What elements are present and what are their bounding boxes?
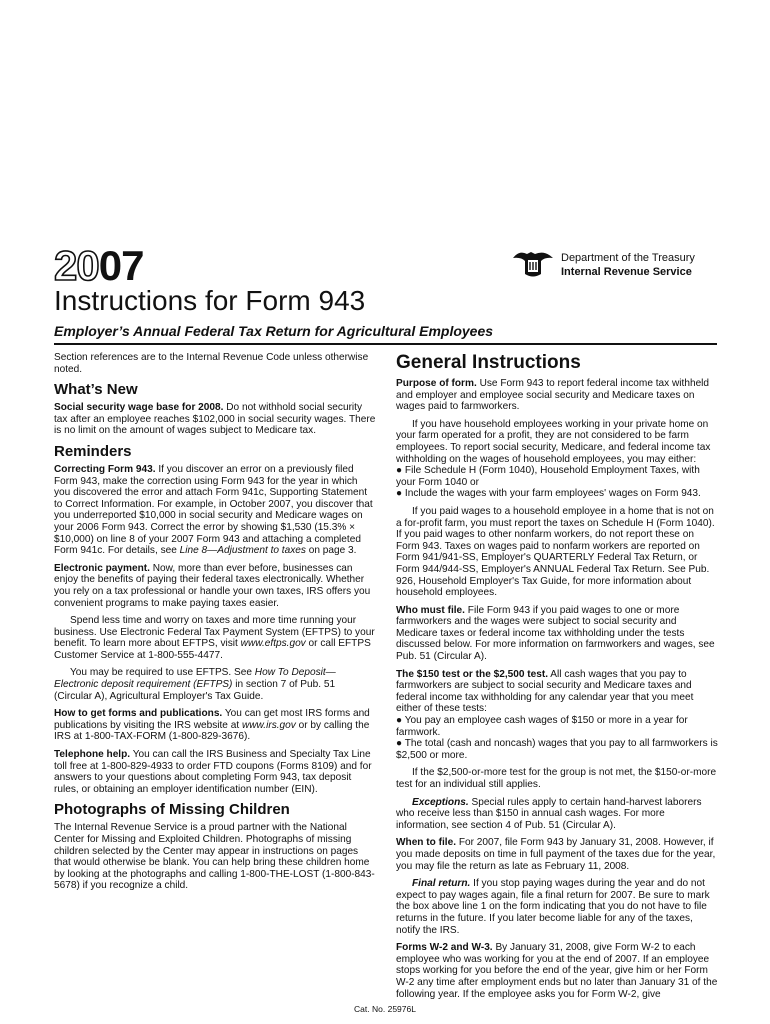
test-bullet-2-text: The total (cash and noncash) wages that you pay to all farmworkers is $2,500 or more.: [396, 738, 718, 761]
eftps-link[interactable]: www.eftps.gov: [240, 638, 306, 650]
required-paragraph: [54, 667, 376, 702]
intro-note: Section references are to the Internal Revenue Code unless otherwise noted.: [54, 352, 369, 375]
catalog-number: Cat. No. 25976L: [354, 1004, 416, 1014]
test-bullet-2: [396, 738, 718, 761]
ssw-text: Do not withhold social security tax after an employee reaches $102,000 in social security wages. There is no limit on the amount of wages subject to Medicare tax.: [54, 402, 376, 437]
bullet-icon: ●: [396, 465, 403, 477]
left-column: [54, 352, 376, 898]
forms-lead: How to get forms and publications.: [54, 708, 223, 720]
household-bullet-2-text: Include the wages with your farm employees' wages on Form 943.: [404, 488, 701, 500]
household-bullet-1: [396, 465, 718, 488]
bullet-icon: ●: [396, 715, 403, 727]
ssw-lead: Social security wage base for 2008.: [54, 402, 224, 414]
whats-new-heading: What’s New: [54, 381, 138, 399]
correcting-lead: Correcting Form 943.: [54, 463, 156, 475]
right-column: [396, 352, 718, 1006]
household-paragraph: If you have household employees working in your private home on your farm operated for a profit, they are not considered to be farm employees. To report social security, Medicare, and federal income tax withholding on the wages of household employees, you may either:: [396, 418, 711, 465]
forms-end: or by calling the IRS at 1-800-TAX-FORM (1-800-829-3676).: [54, 719, 370, 743]
spend-end: or call EFTPS Customer Service at 1-800-555-4477.: [54, 638, 371, 661]
electronic-lead: Electronic payment.: [54, 562, 150, 574]
nonprofit-paragraph: If you paid wages to a household employee in a home that is not on a for-profit farm, you must report the taxes on Schedule H (Form 1040). If you paid wages to other nonfarm workers, do not report these on Form 943. Taxes on wages paid to nonfarm workers are reported on Form 941/941-SS, Employer's QUARTERLY Federal Tax Return, or Form 944/944-SS, Employer's ANNUAL Federal Tax Return. See Pub. 926, Household Employer's Tax Guide, for more information about household employees.: [396, 505, 715, 599]
test-note: If the $2,500-or-more test for the group is not met, the $150-or-more test for an individual still applies.: [396, 767, 717, 790]
purpose-text: Use Form 943 to report federal income tax withheld and employer and employee social security and Medicare taxes on wages paid to farmworkers.: [396, 378, 710, 413]
ssw-paragraph: [54, 402, 376, 437]
spend-paragraph: [54, 615, 376, 661]
tax-year: [54, 242, 144, 289]
when-paragraph: [396, 837, 718, 872]
final-paragraph: [396, 878, 718, 936]
test-bullet-1: [396, 715, 718, 738]
test-text: All cash wages that you pay to farmworkers are subject to social security and Medicare taxes and federal income tax withholding for any calendar year that you meet either of these tests:: [396, 668, 694, 715]
electronic-paragraph: [54, 563, 376, 609]
year-outline-digits: 20: [54, 242, 99, 289]
reminders-heading: Reminders: [54, 442, 132, 460]
purpose-paragraph: [396, 378, 718, 413]
required-text: You may be required to use EFTPS. See: [70, 667, 252, 679]
year-solid-digits: 07: [98, 242, 144, 289]
phone-paragraph: [54, 749, 376, 795]
when-text: For 2007, file Form 943 by January 31, 2008. However, if you made deposits on time in full payment of the taxes due for the year, you may file the return as late as February 11, 2008.: [396, 837, 716, 872]
agency-name: Internal Revenue Service: [561, 266, 692, 278]
page-subtitle: Employer’s Annual Federal Tax Return for Agricultural Employees: [54, 323, 494, 339]
irs-eagle-logo-icon: [511, 248, 555, 280]
missing-children-paragraph: The Internal Revenue Service is a proud partner with the National Center for Missing and Exploited Children. Photographs of missing children selected by the Center may appear in instructions on pages that would otherwise be blank. You can help bring these children home by looking at the photographs and calling 1-800-THE-LOST (1-800-843-5678) if you recognize a child.: [54, 822, 375, 892]
household-bullet-2: [396, 488, 718, 500]
page-title: Instructions for Form 943: [54, 285, 366, 316]
purpose-lead: Purpose of form.: [396, 378, 477, 389]
missing-children-heading: Photographs of Missing Children: [54, 801, 290, 819]
correcting-text: If you discover an error on a previously filed Form 943, make the correction using Form 943 for the year in which you discovered the error and attach Form 941c, Supporting Statement to Correct Information. For example, in October 2007, you discover that you underreported $10,000 in social security and Medicare wages on your 2006 Form 943. Correct the error by showing $1,530 (15.3% × $10,000) on line 8 of your 2007 Form 943 and attaching a completed Form 941c. For details, see: [54, 463, 373, 557]
final-lead: Final return.: [412, 878, 471, 890]
electronic-text: Now, more than ever before, businesses can enjoy the benefits of paying their federal taxes electronically. Whether you rely on a tax professional or handle your own taxes, IRS offers you convenient programs to make paying taxes easier.: [54, 562, 371, 609]
w2-paragraph: [396, 942, 718, 1000]
department-block: [561, 251, 695, 279]
correcting-end: on page 3.: [308, 545, 357, 557]
who-paragraph: [396, 605, 718, 663]
exceptions-lead: Exceptions.: [412, 796, 469, 808]
test-paragraph: [396, 669, 718, 715]
w2-text: By January 31, 2008, give Form W-2 to each employee who was working for you at the end of 2007. If an employee stops working for you before the end of the year, give him or her Form W-2 any time after employment ends but no later than January 31 of the following year. If the employee asks you for Form W-2, give: [396, 942, 718, 1000]
general-instructions-heading: General Instructions: [396, 352, 581, 373]
bullet-icon: ●: [396, 488, 403, 500]
exceptions-text: Special rules apply to certain hand-harvest laborers who receive less than $150 in annual cash wages. For more information, see section 4 of Pub. 51 (Circular A).: [396, 796, 702, 831]
test-lead: The $150 test or the $2,500 test.: [396, 668, 549, 680]
final-text: If you stop paying wages during the year and do not expect to pay wages again, file a final return for 2007. Be sure to mark the box above line 1 on the form indicating that you do not have to file returns in the future. If you later become liable for any of the taxes, notify the IRS.: [396, 878, 710, 936]
phone-lead: Telephone help.: [54, 749, 131, 761]
required-ref: How To Deposit—Electronic deposit requirement (EFTPS): [54, 667, 336, 691]
test-bullet-1-text: You pay an employee cash wages of $150 or more in a year for farmwork.: [396, 715, 688, 738]
irs-link[interactable]: www.irs.gov: [241, 719, 296, 731]
phone-text: You can call the IRS Business and Specialty Tax Line toll free at 1-800-829-4933 to order FTD coupons (Forms 8109) and for answers to your questions about completing Form 943, tax deposit rules, or obtaining an employer identification number (EIN).: [54, 749, 372, 795]
title-rule: [54, 343, 717, 345]
forms-paragraph: [54, 708, 376, 743]
spend-text: Spend less time and worry on taxes and more time running your business. Use Electronic Federal Tax Payment System (EFTPS) to your benefit. To learn more about EFTPS, visit: [54, 615, 375, 650]
household-bullet-1-text: File Schedule H (Form 1040), Household Employment Taxes, with your Form 1040 or: [396, 465, 700, 488]
department-name: Department of the Treasury: [561, 252, 695, 264]
exceptions-paragraph: [396, 797, 718, 832]
correcting-ref: Line 8—Adjustment to taxes: [179, 545, 306, 557]
required-end: in section 7 of Pub. 51 (Circular A), Agricultural Employer's Tax Guide.: [54, 679, 336, 702]
who-lead: Who must file.: [396, 604, 465, 616]
w2-lead: Forms W-2 and W-3.: [396, 942, 493, 954]
correcting-paragraph: [54, 464, 376, 557]
when-lead: When to file.: [396, 837, 456, 849]
forms-text: You can get most IRS forms and publications by visiting the IRS website at: [54, 708, 370, 731]
who-text: File Form 943 if you paid wages to one or more farmworkers and the wages were subject to social security and Medicare taxes or federal income tax withholding under the tests discussed below. For more information on farmworkers and wages, see Pub. 51 (Circular A).: [396, 604, 715, 663]
bullet-icon: ●: [396, 738, 403, 750]
